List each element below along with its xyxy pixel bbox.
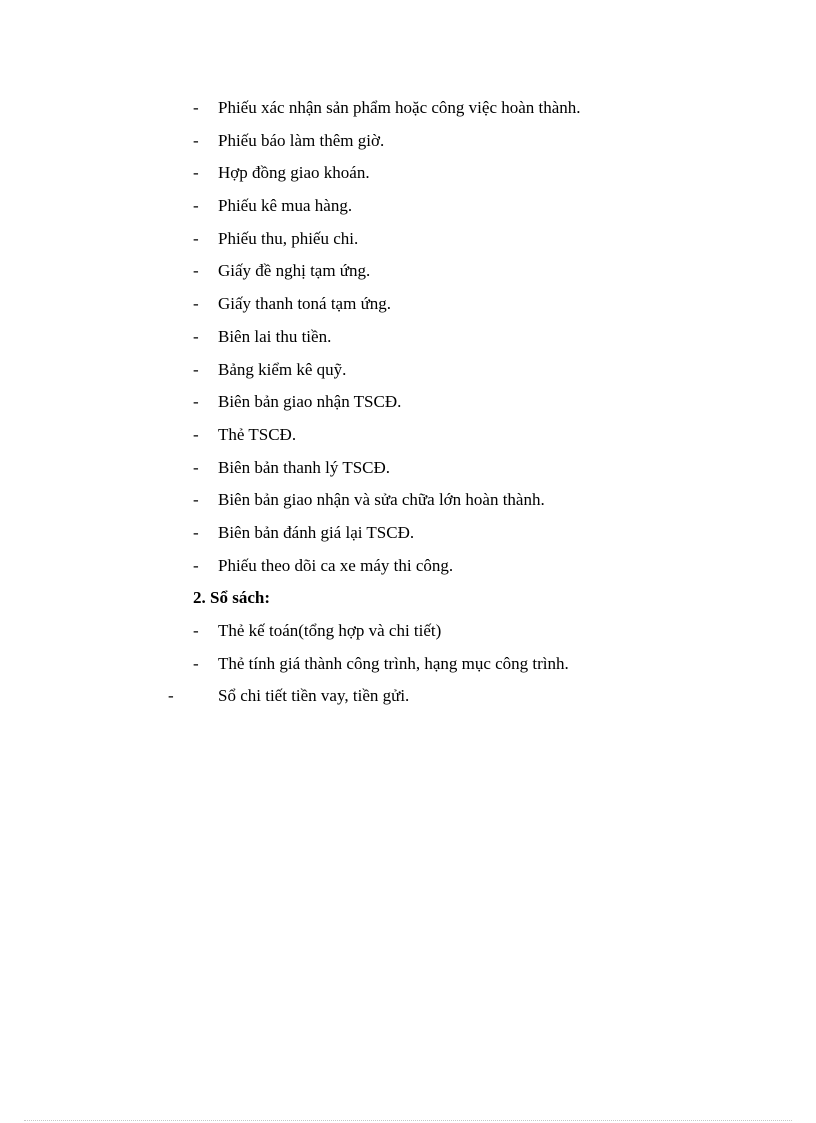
bullet-dash: - — [193, 359, 199, 379]
list-item — [0, 255, 816, 288]
list-item-text: Giấy thanh toná tạm ứng. — [218, 294, 392, 314]
bullet-dash: - — [193, 490, 199, 510]
list-item — [0, 288, 816, 321]
section-heading-row — [0, 582, 816, 615]
list-item — [0, 419, 816, 452]
list-item — [0, 190, 816, 223]
bullet-dash: - — [193, 424, 199, 444]
list-item-text: Thẻ tính giá thành công trình, hạng mục công trình. — [218, 653, 569, 673]
list-item — [0, 321, 816, 354]
list-item-text: Biên bản đánh giá lại TSCĐ. — [218, 522, 415, 542]
list-item-text: Phiếu thu, phiếu chi. — [218, 228, 359, 248]
list-item — [0, 648, 816, 681]
list-item — [0, 354, 816, 387]
list-item — [0, 452, 816, 485]
list-item-text: Biên bản giao nhận TSCĐ. — [218, 392, 402, 412]
list-item — [0, 223, 816, 256]
bullet-dash: - — [193, 261, 199, 281]
list-item — [0, 125, 816, 158]
list-item-text: Hợp đồng giao khoán. — [218, 163, 370, 183]
list-item — [0, 550, 816, 583]
list-item-text: Phiếu báo làm thêm giờ. — [218, 130, 385, 150]
list-item-text: Biên lai thu tiền. — [218, 326, 332, 346]
bullet-dash: - — [193, 326, 199, 346]
list-item-text: Giấy đề nghị tạm ứng. — [218, 261, 371, 281]
bullet-dash: - — [193, 196, 199, 216]
bullet-dash: - — [193, 98, 199, 117]
list-item — [0, 386, 816, 419]
bullet-dash: - — [193, 555, 199, 575]
list-item-text: Biên bản giao nhận và sửa chữa lớn hoàn thành. — [218, 490, 545, 510]
list-item-text: Bảng kiểm kê quỹ. — [218, 359, 347, 379]
list-item — [0, 517, 816, 550]
page-bottom-divider — [24, 1120, 792, 1121]
bullet-dash: - — [193, 522, 199, 542]
list-item-text: Biên bản thanh lý TSCĐ. — [218, 457, 391, 477]
bullet-dash: - — [168, 686, 174, 706]
bullet-dash: - — [193, 653, 199, 673]
list-item — [0, 92, 816, 125]
list-item — [0, 615, 816, 648]
bullet-dash: - — [193, 392, 199, 412]
list-item — [0, 484, 816, 517]
bullet-dash: - — [193, 621, 199, 640]
list-item-text: Phiếu xác nhận sản phẩm hoặc công việc hoàn thành. — [218, 98, 581, 117]
list-item — [0, 680, 816, 713]
list-item-text: Phiếu kê mua hàng. — [218, 196, 353, 216]
list-item-text: Thẻ kế toán(tổng hợp và chi tiết) — [218, 621, 442, 640]
bullet-dash: - — [193, 130, 199, 150]
list-item-text: Phiếu theo dõi ca xe máy thi công. — [218, 555, 454, 575]
list-item-text: Thẻ TSCĐ. — [218, 424, 297, 444]
bullet-dash: - — [193, 163, 199, 183]
section-heading: 2. Sổ sách: — [193, 588, 270, 608]
bullet-dash: - — [193, 228, 199, 248]
bullet-dash: - — [193, 294, 199, 314]
list-item — [0, 157, 816, 190]
bullet-dash: - — [193, 457, 199, 477]
voucher-list — [0, 92, 816, 713]
list-item-text: Sổ chi tiết tiền vay, tiền gửi. — [218, 686, 410, 706]
